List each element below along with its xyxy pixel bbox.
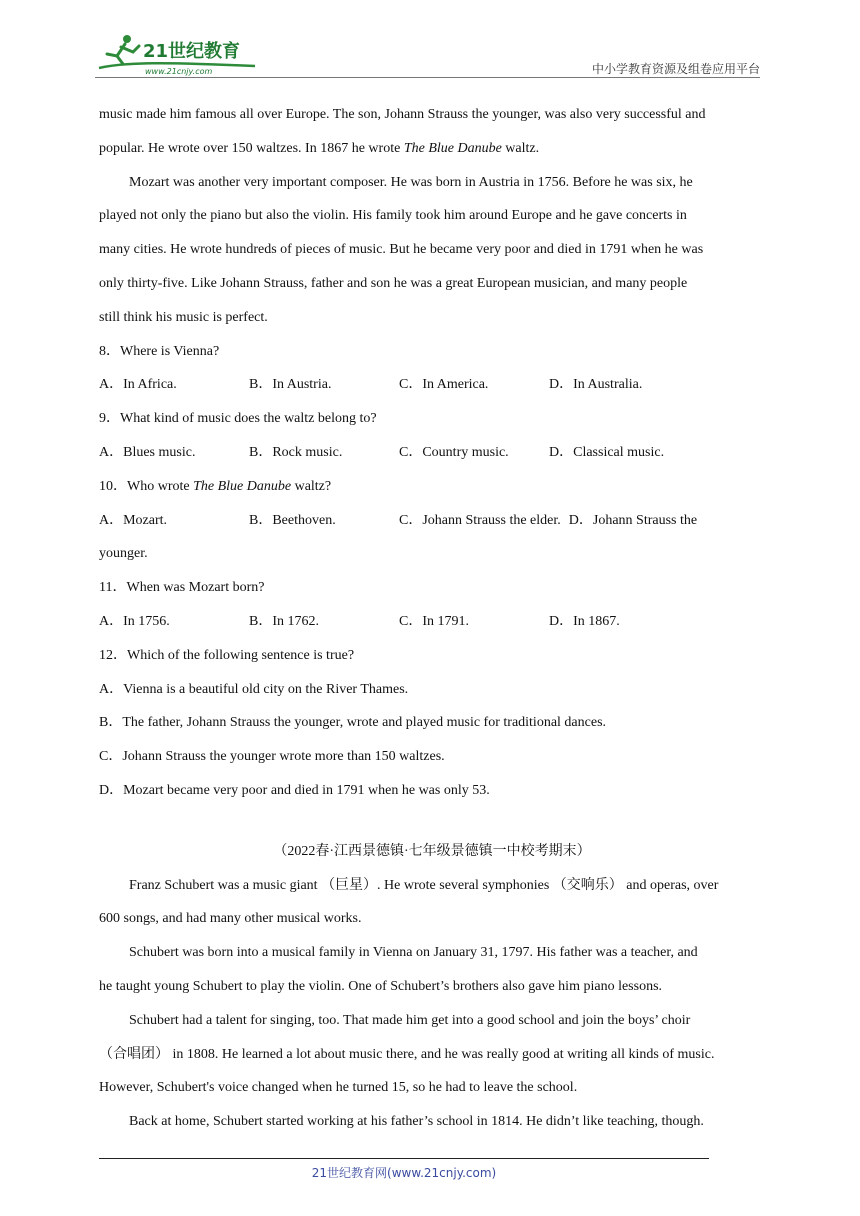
option-c: C．In America. xyxy=(399,377,489,393)
question-11-options xyxy=(99,605,765,639)
question-9-stem: 9．What kind of music does the waltz belong to? xyxy=(99,411,377,427)
option-d: D．In Australia. xyxy=(549,377,643,393)
option-c: C．Johann Strauss the younger wrote more than 150 waltzes. xyxy=(99,749,445,765)
footer-divider xyxy=(99,1158,709,1159)
question-10-stem: 10．Who wrote The Blue Danube waltz? xyxy=(99,478,332,494)
option-b: B．Rock music. xyxy=(249,444,343,460)
page-header xyxy=(95,30,760,78)
site-logo xyxy=(95,32,265,76)
option-a: A．Vienna is a beautiful old city on the River Thames. xyxy=(99,681,409,697)
option-b: B．In Austria. xyxy=(249,377,332,393)
option-a: A．Mozart. xyxy=(99,512,168,528)
song-title: The Blue Danube xyxy=(403,140,502,156)
svg-text:www.21cnjy.com: www.21cnjy.com xyxy=(145,67,213,76)
option-b: B．In 1762. xyxy=(249,613,319,629)
passage-line: However, Schubert's voice changed when he turned 15, so he had to leave the school. xyxy=(99,1080,578,1096)
question-11-stem: 11．When was Mozart born? xyxy=(99,580,265,596)
option-c: C．In 1791. xyxy=(399,613,469,629)
option-c: C．Country music. xyxy=(399,444,509,460)
option-a: A．In Africa. xyxy=(99,377,177,393)
question-9-options xyxy=(99,436,765,470)
passage-line: played not only the piano but also the violin. His family took him around Europe and he gave concerts in xyxy=(99,208,687,224)
option-d: D．In 1867. xyxy=(549,613,620,629)
header-divider xyxy=(95,77,760,78)
option-c: C．Johann Strauss the elder. xyxy=(399,512,561,528)
passage-line: Back at home, Schubert started working at his father’s school in 1814. He didn’t like teaching, though. xyxy=(129,1114,704,1130)
song-title: The Blue Danube xyxy=(193,478,292,494)
option-d: D．Mozart became very poor and died in 1791 when he was only 53. xyxy=(99,782,490,798)
passage-line: （合唱团） in 1808. He learned a lot about music there, and he was really good at writing all kinds of music. xyxy=(99,1046,715,1062)
question-10-options xyxy=(99,504,765,538)
option-d: D．Classical music. xyxy=(549,444,665,460)
passage-source: （2022春·江西景德镇·七年级景德镇一中校考期末） xyxy=(273,843,591,859)
option-a: A．In 1756. xyxy=(99,613,170,629)
question-8-stem: 8．Where is Vienna? xyxy=(99,343,220,359)
option-b: B．Beethoven. xyxy=(249,512,336,528)
option-a: A．Blues music. xyxy=(99,444,196,460)
passage-line: popular. He wrote over 150 waltzes. In 1867 he wrote The Blue Danube waltz. xyxy=(99,140,540,156)
option-d-continuation: younger. xyxy=(99,546,148,562)
passage-line: only thirty-five. Like Johann Strauss, father and son he was a great European musician, and many people xyxy=(99,275,688,291)
passage-line: many cities. He wrote hundreds of pieces of music. But he became very poor and died in 1791 when he was xyxy=(99,242,704,258)
header-platform-text: 中小学教育资源及组卷应用平台 xyxy=(591,62,760,76)
passage-line: music made him famous all over Europe. The son, Johann Strauss the younger, was also very successful and xyxy=(99,107,706,122)
section-spacer xyxy=(99,808,765,835)
passage-line: Franz Schubert was a music giant （巨星）. He wrote several symphonies （交响乐） and operas, over xyxy=(129,877,719,893)
passage-line: 600 songs, and had many other musical works. xyxy=(99,911,362,927)
option-b: B．The father, Johann Strauss the younger, wrote and played music for traditional dances. xyxy=(99,715,607,731)
passage-line: he taught young Schubert to play the violin. One of Schubert’s brothers also gave him piano lessons. xyxy=(99,978,663,994)
question-12-stem: 12．Which of the following sentence is true? xyxy=(99,647,355,663)
passage-line: Schubert had a talent for singing, too. That made him get into a good school and join the boys’ choir xyxy=(129,1012,691,1028)
passage-line: still think his music is perfect. xyxy=(99,309,268,325)
passage-line: Schubert was born into a musical family in Vienna on January 31, 1797. His father was a teacher, and xyxy=(129,945,698,961)
question-8-options xyxy=(99,368,765,402)
document-body xyxy=(99,98,765,1139)
footer-site-link[interactable]: 21世纪教育网(www.21cnjy.com) xyxy=(311,1166,497,1180)
passage-line: Mozart was another very important composer. He was born in Austria in 1756. Before he was six, he xyxy=(129,174,693,190)
option-d: D．Johann Strauss the xyxy=(568,512,698,528)
svg-text:21世纪教育: 21世纪教育 xyxy=(143,41,241,62)
